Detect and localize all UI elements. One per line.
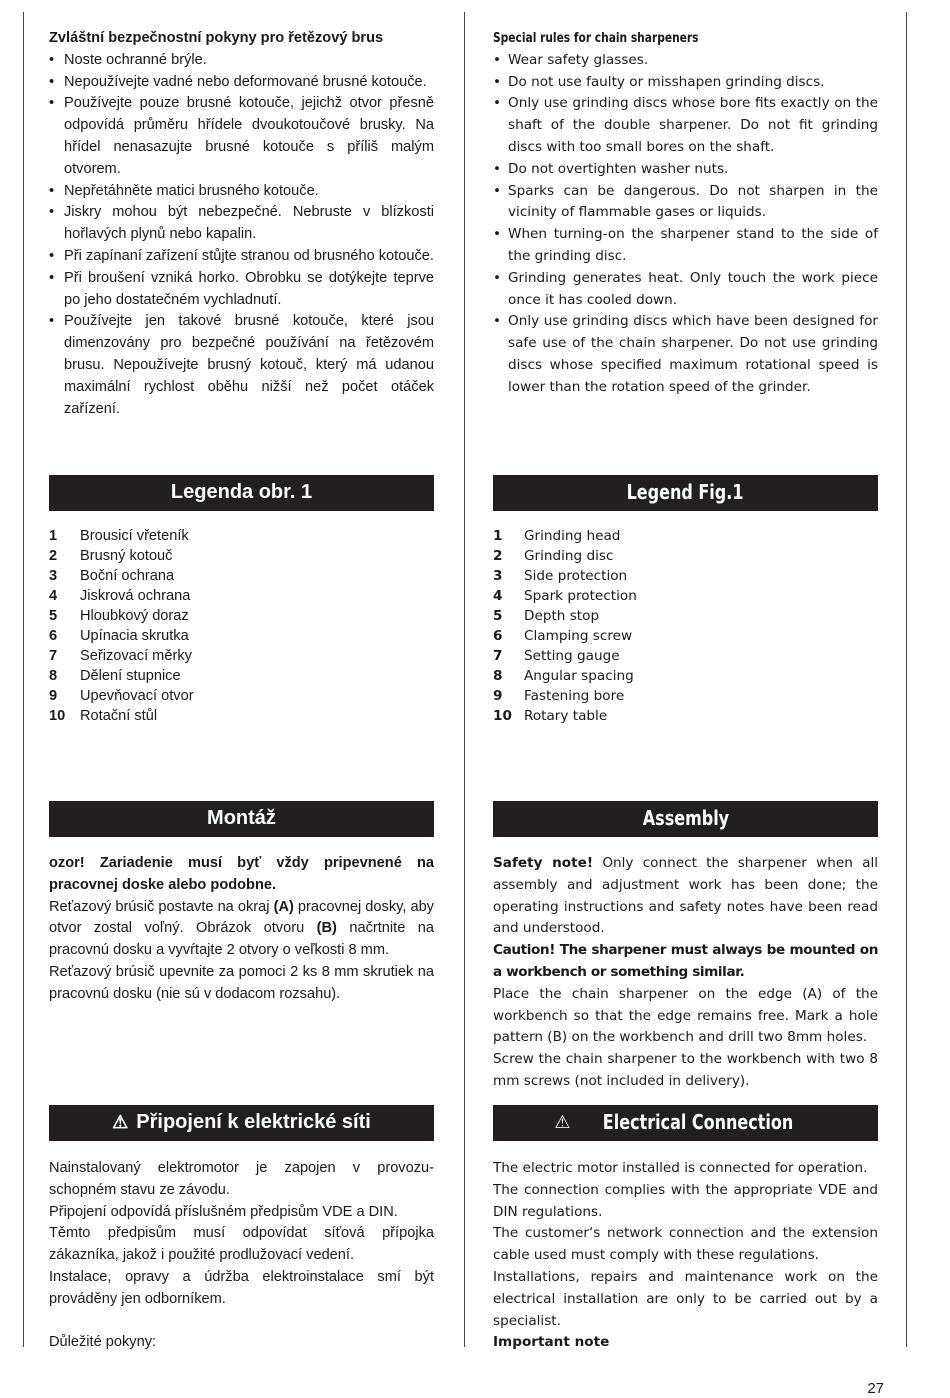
- page-number: 27: [867, 1380, 884, 1397]
- left-assembly-text: [49, 853, 434, 1006]
- left-legend-list: [49, 526, 434, 726]
- legend-row: 5 Depth stop: [493, 608, 600, 624]
- right-safety-list: [493, 50, 878, 399]
- assembly-paragraph: Reťazový brúsič upevnite za pomoci 2 ks 8 mm skrutiek na pracovnú dosku (nie sú v dodacom rozsahu).: [49, 963, 434, 1002]
- legend-row: 7 Setting gauge: [493, 648, 620, 664]
- safety-note-paragraph: Safety note! Only connect the sharpener when all assembly and adjustment work has been done; the operating instructions and safety notes have been read and understood.: [493, 855, 878, 937]
- list-item: • When turning-on the sharpener stand to the side of the grinding disc.: [493, 224, 878, 268]
- legend-row: 3 Boční ochrana: [49, 568, 175, 584]
- electrical-paragraph: The customer‘s network connection and the extension cable used must comply with these regulations.: [493, 1225, 878, 1264]
- right-electrical-heading: ⚠ Electrical Connection: [493, 1105, 878, 1141]
- left-electrical-text: [49, 1158, 434, 1311]
- right-margin-rule: [906, 12, 907, 1347]
- list-item: • Při zapínaní zařízení stůjte stranou od brusného kotouče.: [49, 246, 434, 268]
- electrical-paragraph: Instalace, opravy a údržba elektroinstalace smí být prováděny jen odborníkem.: [49, 1268, 434, 1307]
- legend-row: 10 Rotary table: [493, 708, 608, 724]
- left-electrical-heading: ⚠ Připojení k elektrické síti: [49, 1105, 434, 1141]
- right-electrical-text: [493, 1158, 878, 1332]
- legend-row: 2 Brusný kotouč: [49, 548, 173, 564]
- right-important-note: Important note: [493, 1334, 610, 1350]
- left-safety-section: [49, 28, 434, 420]
- electrical-paragraph: The electric motor installed is connected for operation.: [493, 1160, 868, 1176]
- electrical-paragraph: The connection complies with the appropriate VDE and DIN regulations.: [493, 1181, 878, 1220]
- left-legend-heading: Legenda obr. 1: [49, 475, 434, 511]
- legend-row: 7 Seřizovací měrky: [49, 648, 192, 664]
- list-item: • Používejte jen takové brusné kotouče, které jsou dimenzovány pro bezpečné používání na řetězovém brusu. Nepoužívejte brusný kotouč, který má udanou maximální rychlost oběhu nižší než počet otáček zařízení.: [49, 311, 434, 420]
- legend-row: 8 Angular spacing: [493, 668, 634, 684]
- warning-triangle-icon: ⚠: [554, 1112, 571, 1134]
- left-assembly-heading: Montáž: [49, 801, 434, 837]
- list-item: • Nepoužívejte vadné nebo deformované brusné kotouče.: [49, 72, 434, 94]
- legend-row: 6 Upínacia skrutka: [49, 628, 189, 644]
- electrical-paragraph: Těmto předpisům musí odpovídat síťová přípojka zákazníka, jakož i použité prodlužovací vedení.: [49, 1225, 434, 1264]
- left-margin-rule: [23, 12, 24, 1347]
- right-assembly-text: [493, 853, 878, 1093]
- electrical-paragraph: Nainstalovaný elektromotor je zapojen v provozu-schopném stavu ze závodu.: [49, 1160, 434, 1198]
- list-item: • Nepřetáhněte matici brusného kotouče.: [49, 181, 434, 203]
- electrical-paragraph: Installations, repairs and maintenance work on the electrical installation are only to be carried out by a specialist.: [493, 1268, 878, 1329]
- assembly-paragraph: Screw the chain sharpener to the workbench with two 8 mm screws (not included in delivery).: [493, 1051, 878, 1089]
- list-item: • Noste ochranné brýle.: [49, 50, 434, 72]
- assembly-paragraph: Reťazový brúsič postavte na okraj (A) pracovnej dosky, aby otvor zostal voľný. Obrázok otvoru (B) načrtnite na pracovnú dosku a vyvŕtajte 2 otvory o veľkosti 8 mm.: [49, 898, 434, 959]
- right-safety-title: Special rules for chain sharpeners: [493, 31, 699, 46]
- right-legend-heading: Legend Fig.1: [493, 475, 878, 511]
- center-column-rule: [464, 12, 465, 1347]
- right-legend-list: [493, 526, 878, 726]
- legend-row: 5 Hloubkový doraz: [49, 608, 189, 624]
- legend-row: 4 Jiskrová ochrana: [49, 588, 191, 604]
- legend-row: 1 Brousicí vřeteník: [49, 528, 189, 544]
- left-important-note: Důležité pokyny:: [49, 1334, 157, 1350]
- legend-row: 3 Side protection: [493, 568, 628, 584]
- legend-row: 9 Upevňovací otvor: [49, 688, 194, 704]
- legend-row: 9 Fastening bore: [493, 688, 625, 704]
- legend-row: 10 Rotační stůl: [49, 708, 158, 724]
- legend-row: 8 Dělení stupnice: [49, 668, 181, 684]
- list-item: • Sparks can be dangerous. Do not sharpen in the vicinity of flammable gases or liquids.: [493, 181, 878, 225]
- electrical-paragraph: Připojení odpovídá příslušném předpisům VDE a DIN.: [49, 1203, 398, 1220]
- legend-row: 6 Clamping screw: [493, 628, 633, 644]
- left-safety-list: [49, 50, 434, 421]
- legend-row: 1 Grinding head: [493, 528, 621, 544]
- list-item: • Jiskry mohou být nebezpečné. Nebruste v blízkosti hořlavých plynů nebo kapalin.: [49, 202, 434, 246]
- right-assembly-heading: Assembly: [493, 801, 878, 837]
- warning-triangle-icon: ⚠: [112, 1112, 129, 1133]
- list-item: • Only use grinding discs whose bore fits exactly on the shaft of the double sharpener. Do not fit grinding discs with too small bores on the shaft.: [493, 93, 878, 158]
- list-item: • Wear safety glasses.: [493, 50, 878, 72]
- caution-paragraph: Caution! The sharpener must always be mounted on a workbench or something similar.: [493, 942, 878, 980]
- list-item: • Při broušení vzniká horko. Obrobku se dotýkejte teprve po jeho dostatečném vychladnutí.: [49, 268, 434, 312]
- legend-row: 4 Spark protection: [493, 588, 637, 604]
- assembly-warning: ozor! Zariadenie musí byť vždy pripevnené na pracovnej doske alebo podobne.: [49, 855, 434, 893]
- list-item: • Používejte pouze brusné kotouče, jejichž otvor přesně odpovídá průměru hřídele dvoukotoučové brusky. Na hřídel nenasazujte brusné kotouče s příliš malým otvorem.: [49, 93, 434, 180]
- legend-row: 2 Grinding disc: [493, 548, 614, 564]
- assembly-paragraph: Place the chain sharpener on the edge (A) of the workbench so that the edge remains free. Mark a hole pattern (B) on the workbench and drill two 8mm holes.: [493, 985, 878, 1046]
- list-item: • Only use grinding discs which have been designed for safe use of the chain sharpener. Do not use grinding discs whose specified maximum rotational speed is lower than the rotation speed of the grinder.: [493, 311, 878, 398]
- right-safety-section: [493, 28, 878, 399]
- list-item: • Do not overtighten washer nuts.: [493, 159, 878, 181]
- list-item: • Do not use faulty or misshapen grinding discs.: [493, 72, 878, 94]
- list-item: • Grinding generates heat. Only touch the work piece once it has cooled down.: [493, 268, 878, 312]
- left-safety-title: Zvláštní bezpečnostní pokyny pro řetězový brus: [49, 30, 384, 46]
